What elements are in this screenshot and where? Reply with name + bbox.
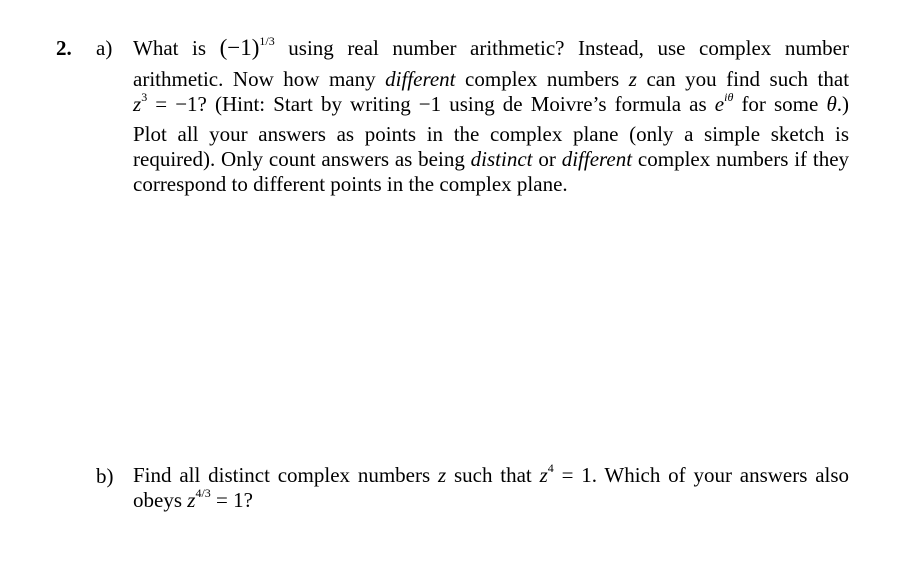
text-fragment: for some — [741, 92, 819, 116]
part-a-text — [133, 35, 849, 197]
text-fragment: obeys — [133, 488, 182, 512]
text-fragment: required). Only count answers as being — [133, 147, 465, 171]
math-variable: z — [133, 92, 142, 116]
emphasis-text: different — [385, 67, 456, 91]
math-variable: z — [187, 488, 196, 512]
math-variable: e — [714, 92, 725, 116]
math-variable: θ — [826, 92, 837, 116]
part-b-text — [133, 463, 849, 513]
math-exponent: 3 — [141, 90, 148, 104]
math-exponent: 4 — [547, 461, 554, 475]
emphasis-text: distinct — [470, 147, 533, 171]
part-a-line-1 — [133, 35, 849, 67]
part-b-line-1 — [133, 463, 849, 488]
text-fragment: What is — [133, 36, 207, 60]
part-a-line-3 — [133, 92, 849, 122]
text-fragment: complex numbers if they — [637, 147, 850, 171]
math-exponent: 1/3 — [259, 34, 275, 48]
text-fragment: .) — [836, 92, 850, 116]
emphasis-text: different — [561, 147, 633, 171]
math-variable: z — [437, 463, 447, 487]
part-a-line-2 — [133, 67, 849, 92]
text-fragment: complex numbers — [465, 67, 620, 91]
math-exponent: 4/3 — [195, 486, 211, 500]
math-base: (−1) — [219, 35, 260, 60]
math-exponent: iθ — [724, 90, 734, 104]
part-b-label: b) — [96, 464, 114, 488]
text-fragment: using real number arithmetic? Instead, use complex number — [288, 36, 849, 60]
math-variable: z — [539, 463, 548, 487]
question-number: 2. — [56, 36, 72, 60]
part-b-line-2 — [133, 488, 849, 513]
text-fragment: = 1? — [210, 488, 253, 512]
text-fragment: or — [538, 147, 556, 171]
text-fragment: such that — [453, 463, 532, 487]
part-a-line-4: Plot all your answers as points in the complex plane (only a simple sketch is — [133, 122, 849, 146]
text-fragment: arithmetic. Now how many — [133, 67, 376, 91]
text-fragment: = −1? (Hint: Start by writing −1 using de Moivre’s formula as — [147, 92, 707, 116]
part-a-label: a) — [96, 36, 113, 60]
math-variable: z — [628, 67, 637, 91]
part-a-line-5 — [133, 147, 849, 172]
text-fragment: = 1. Which of your answers also — [553, 463, 850, 487]
part-a-line-6: correspond to different points in the complex plane. — [133, 172, 568, 196]
text-fragment: Find all distinct complex numbers — [133, 463, 431, 487]
text-fragment: can you find such that — [646, 67, 850, 91]
